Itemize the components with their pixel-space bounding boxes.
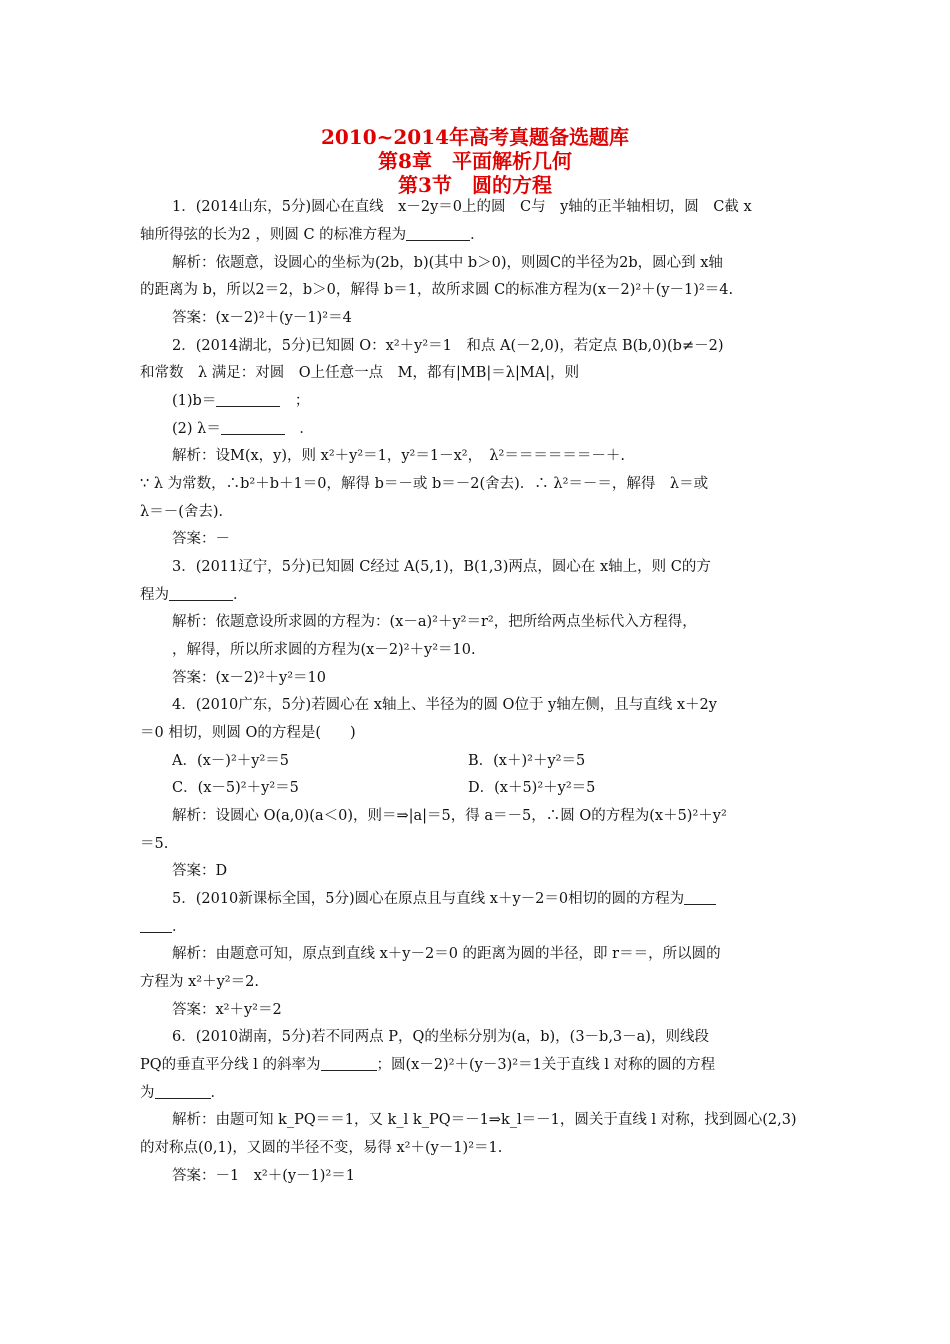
problem-5-solution-cont: 方程为 x²＋y²＝2.	[140, 974, 259, 990]
problem-2-question-cont: 和常数 λ 满足：对圆 O上任意一点 M，都有|MB|＝λ|MA|，则	[140, 365, 580, 381]
title-line-2: 第8章 平面解析几何	[378, 149, 572, 173]
problem-2-solution-end: λ＝－(舍去)．	[140, 504, 234, 520]
problem-3-solution-cont: ，解得，所以所求圆的方程为(x－2)²＋y²＝10.	[172, 642, 476, 658]
answer-blank	[216, 392, 280, 407]
problem-2-question: 2．(2014湖北，5分)已知圆 O：x²＋y²＝1 和点 A(－2,0)，若定点 B(b,0)(b≠－2)	[172, 338, 724, 354]
problem-4-answer: 答案：D	[172, 863, 228, 879]
problem-1-question: 1．(2014山东，5分)圆心在直线 x－2y＝0上的圆 C与 y轴的正半轴相切，圆 C截 x	[172, 199, 752, 215]
problem-1-solution-cont: 的距离为 b，所以2＝2，b＞0，解得 b＝1，故所求圆 C的标准方程为(x－2)²＋(y－1)²＝4.	[140, 282, 734, 298]
problem-6-answer: 答案：－1 x²＋(y－1)²＝1	[172, 1168, 355, 1184]
problem-1-solution: 解析：依题意，设圆心的坐标为(2b，b)(其中 b＞0)，则圆C的半径为2b，圆心到 x轴	[172, 255, 723, 271]
problem-4-question: 4．(2010广东，5分)若圆心在 x轴上、半径为的圆 O位于 y轴左侧，且与直线 x＋2y	[172, 697, 717, 713]
title-line-1: 2010~2014年高考真题备选题库	[320, 125, 630, 149]
problem-5-solution: 解析：由题意可知，原点到直线 x＋y－2＝0 的距离为圆的半径，即 r＝＝，所以圆的	[172, 946, 721, 962]
problem-2-answer: 答案：－	[172, 531, 230, 547]
answer-blank	[321, 1056, 377, 1071]
problem-6-solution-cont: 的对称点(0,1)，又圆的半径不变，易得 x²＋(y－1)²＝1.	[140, 1140, 503, 1156]
problem-5-question: 5．(2010新课标全国，5分)圆心在原点且与直线 x＋y－2＝0相切的圆的方程为	[172, 889, 812, 909]
problem-6-solution: 解析：由题可知 k_PQ＝＝1，又 k_l k_PQ＝－1⇒k_l＝－1，圆关于直线 l 对称，找到圆心(2,3)	[172, 1112, 797, 1128]
problem-3-question: 3．(2011辽宁，5分)已知圆 C经过 A(5,1)，B(1,3)两点，圆心在 x轴上，则 C的方	[172, 559, 711, 575]
problem-5-question-cont: ．	[140, 917, 812, 937]
problem-3-question-cont: 程为 ．	[140, 587, 248, 603]
answer-blank	[169, 586, 233, 601]
answer-blank	[221, 420, 285, 435]
answer-blank	[155, 1084, 211, 1099]
problem-3-solution: 解析：依题意设所求圆的方程为：(x－a)²＋y²＝r²，把所给两点坐标代入方程得，	[172, 614, 697, 630]
option-d: D．(x＋5)²＋y²＝5	[468, 780, 596, 796]
problem-4-solution: 解析：设圆心 O(a,0)(a＜0)，则＝⇒|a|＝5，得 a＝－5，∴圆 O的方程为(x＋5)²＋y²	[172, 808, 727, 824]
option-a: A．(x－)²＋y²＝5	[172, 753, 290, 769]
problem-3-answer: 答案：(x－2)²＋y²＝10	[172, 670, 326, 686]
title-line-3: 第3节 圆的方程	[398, 173, 552, 197]
problem-4-solution-cont: ＝5.	[140, 836, 169, 852]
problem-1-question-cont: 轴所得弦的长为2 ，则圆 C 的标准方程为 ．	[140, 227, 485, 243]
answer-blank	[140, 918, 172, 933]
problem-2-solution: 解析：设M(x，y)，则 x²＋y²＝1，y²＝1－x²， λ²＝＝＝＝＝＝－＋.	[172, 448, 625, 464]
problem-6-question: 6．(2010湖南，5分)若不同两点 P，Q的坐标分别为(a，b)，(3－b,3－a)，则线段	[172, 1029, 709, 1045]
answer-blank	[684, 890, 716, 905]
problem-4-question-cont: ＝0 相切，则圆 O的方程是( )	[140, 725, 356, 741]
option-b: B．(x＋)²＋y²＝5	[468, 753, 586, 769]
problem-1-answer: 答案：(x－2)²＋(y－1)²＝4	[172, 310, 352, 326]
problem-6-question-end: 为 ．	[140, 1085, 225, 1101]
option-c: C．(x－5)²＋y²＝5	[172, 780, 299, 796]
problem-2-part-1: (1)b＝ ；	[172, 393, 310, 409]
answer-blank	[406, 226, 470, 241]
problem-2-solution-cont: ∵ λ 为常数，∴b²＋b＋1＝0，解得 b＝－或 b＝－2(舍去)．∴ λ²＝－＝，解得 λ＝或	[140, 476, 709, 492]
problem-5-answer: 答案：x²＋y²＝2	[172, 1002, 282, 1018]
problem-2-part-2: (2) λ＝ ．	[172, 421, 314, 437]
problem-6-question-cont: PQ的垂直平分线 l 的斜率为 ；圆(x－2)²＋(y－3)²＝1关于直线 l 对称的圆的方程	[140, 1057, 716, 1073]
